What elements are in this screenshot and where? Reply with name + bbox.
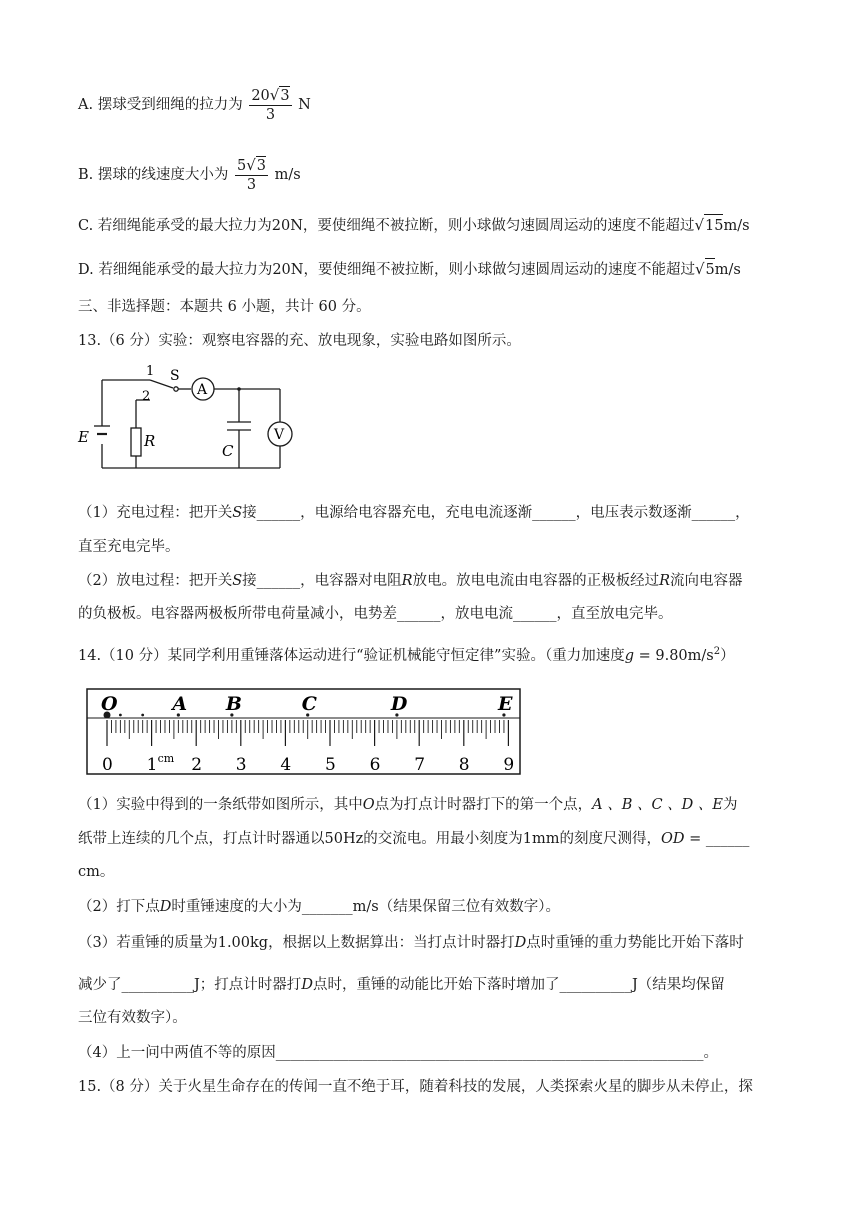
q14-part1-cont: 纸带上连续的几个点，打点计时器通以50Hz的交流电。用最小刻度为1mm的刻度尺测得，OD = ______ bbox=[78, 831, 750, 847]
label-ammeter: A bbox=[197, 382, 208, 398]
ruler-unit: cm bbox=[157, 752, 175, 765]
ruler-number: 6 bbox=[369, 755, 381, 775]
tape-point-label: B bbox=[225, 693, 242, 715]
circuit-diagram bbox=[76, 362, 306, 474]
q14-part3-cont: 减少了__________J；打点计时器打D点时，重锤的动能比开始下落时增加了__________J（结果均保留 bbox=[78, 977, 725, 993]
label-c: C bbox=[222, 442, 234, 460]
ruler-number: 8 bbox=[458, 755, 470, 775]
q14-part2: （2）打下点D时重锤速度的大小为_______m/s（结果保留三位有效数字）。 bbox=[78, 899, 560, 915]
label-2: 2 bbox=[142, 389, 151, 404]
ruler-number: 4 bbox=[280, 755, 292, 775]
option-a: A. 摆球受到细绳的拉力为 $\frac{20√3}{3}$ N bbox=[78, 86, 311, 123]
ruler-tape-figure bbox=[86, 688, 522, 776]
ruler-number: 3 bbox=[235, 755, 247, 775]
tape-dot bbox=[119, 714, 122, 717]
ruler-number: 5 bbox=[325, 755, 336, 775]
label-s: S bbox=[170, 368, 180, 384]
label-r: R bbox=[144, 432, 156, 450]
q13-stem: 13.（6 分）实验：观察电容器的充、放电现象，实验电路如图所示。 bbox=[78, 333, 521, 349]
q14-part1-unit: cm。 bbox=[78, 864, 115, 880]
q13-part2: （2）放电过程：把开关S接______，电容器对电阻R放电。放电电流由电容器的正极板经过R流向电容器 bbox=[78, 573, 743, 589]
q14-stem: 14.（10 分）某同学利用重锤落体运动进行“验证机械能守恒定律”实验。（重力加速度$g = 9.80m/s^2$） bbox=[78, 646, 735, 664]
ruler-number: 9 bbox=[503, 755, 515, 775]
q13-part1: （1）充电过程：把开关S接______，电源给电容器充电，充电电流逐渐______，电压表示数逐渐______， bbox=[78, 505, 750, 521]
tape-point-label: D bbox=[390, 693, 408, 715]
option-c: C. 若细绳能承受的最大拉力为20N，要使细绳不被拉断，则小球做匀速圆周运动的速度不能超过√15m/s bbox=[78, 214, 750, 237]
ruler-number: 0 bbox=[102, 755, 113, 775]
q13-part2-cont: 的负极板。电容器两极板所带电荷量减小，电势差______，放电电流______，直至放电完毕。 bbox=[78, 606, 673, 622]
q13-part1-cont: 直至充电完毕。 bbox=[78, 539, 180, 555]
q14-part3: （3）若重锤的质量为1.00kg，根据以上数据算出：当打点计时器打D点时重锤的重力势能比开始下落时 bbox=[78, 935, 744, 951]
q14-part1: （1）实验中得到的一条纸带如图所示，其中O点为打点计时器打下的第一个点，A 、B 、C 、D 、E为 bbox=[78, 797, 738, 813]
fraction: $\frac{20√3}{3}$ bbox=[251, 86, 290, 123]
q15-stem: 15.（8 分）关于火星生命存在的传闻一直不绝于耳，随着科技的发展，人类探索火星的脚步从未停止，探 bbox=[78, 1079, 753, 1095]
option-b: B. 摆球的线速度大小为 $\frac{5√3}{3}$ m/s bbox=[78, 156, 301, 193]
q14-part3-end: 三位有效数字）。 bbox=[78, 1010, 187, 1026]
fraction: $\frac{5√3}{3}$ bbox=[236, 156, 267, 193]
label-voltmeter: V bbox=[274, 427, 285, 443]
tape-point-label: E bbox=[497, 693, 513, 715]
tape-dot bbox=[141, 714, 144, 717]
tape-point-label: O bbox=[101, 693, 118, 715]
ruler-number: 1 bbox=[146, 755, 158, 775]
label-1: 1 bbox=[146, 364, 155, 379]
section-heading: 三、非选择题：本题共 6 小题，共计 60 分。 bbox=[78, 299, 371, 315]
tape-point-label: C bbox=[301, 693, 317, 715]
label-e: E bbox=[78, 428, 89, 446]
option-d: D. 若细绳能承受的最大拉力为20N，要使细绳不被拉断，则小球做匀速圆周运动的速度不能超过√5m/s bbox=[78, 258, 741, 281]
ruler-number: 2 bbox=[191, 755, 203, 775]
tape-point-label: A bbox=[172, 693, 188, 715]
q14-part4: （4）上一问中两值不等的原因___________________________________________________________。 bbox=[78, 1045, 718, 1061]
ruler-number: 7 bbox=[414, 755, 426, 775]
